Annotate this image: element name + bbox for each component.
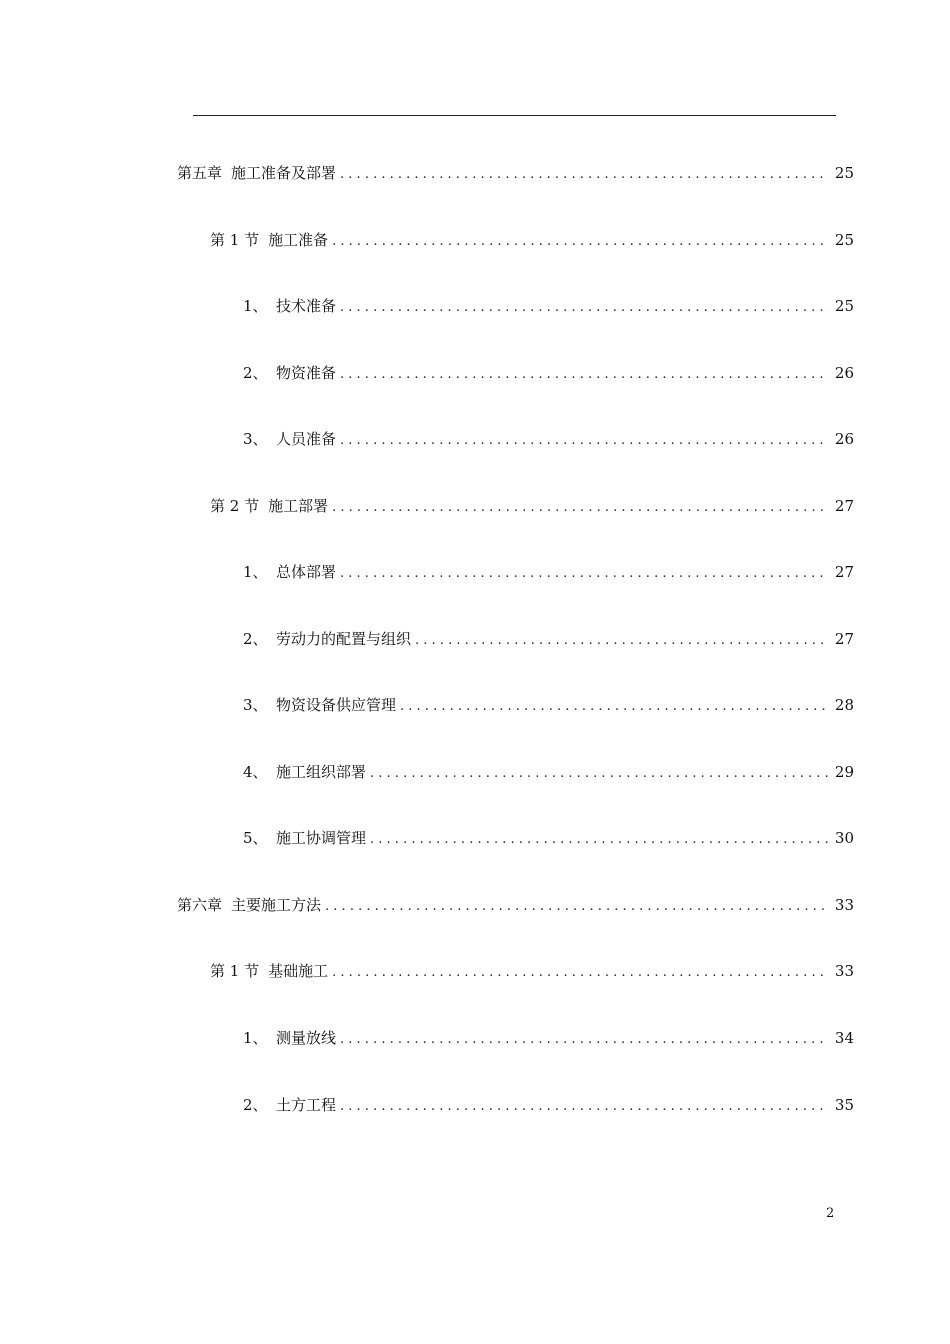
toc-entry-title: 技术准备	[276, 297, 337, 315]
toc-entry[interactable]	[243, 428, 854, 450]
toc-entry-page: 30	[834, 829, 854, 847]
toc-entry-page: 26	[834, 364, 854, 382]
toc-entry-number: 3、	[243, 430, 268, 448]
toc-entry-page: 25	[834, 231, 854, 249]
toc-entry[interactable]	[177, 894, 854, 916]
toc-entry-number: 第 1 节	[210, 231, 260, 249]
toc-entry[interactable]	[177, 162, 854, 184]
toc-entry-title: 施工准备及部署	[231, 164, 337, 182]
toc-entry-title: 主要施工方法	[231, 896, 322, 914]
toc-entry-number: 第 2 节	[210, 497, 260, 515]
toc-entry-page: 29	[834, 763, 854, 781]
toc-dot-leader	[332, 962, 829, 984]
toc-entry-number: 2、	[243, 364, 268, 382]
toc-entry-title: 施工协调管理	[276, 829, 367, 847]
toc-entry[interactable]	[243, 628, 854, 650]
toc-entry[interactable]	[243, 1027, 854, 1049]
toc-dot-leader	[370, 763, 829, 785]
toc-entry[interactable]	[210, 229, 854, 251]
toc-dot-leader	[340, 563, 829, 585]
toc-entry-title: 劳动力的配置与组织	[276, 630, 412, 648]
toc-entry[interactable]	[243, 827, 854, 849]
toc-entry-title: 人员准备	[276, 430, 337, 448]
toc-entry-title: 物资准备	[276, 364, 337, 382]
toc-entry-page: 28	[834, 696, 854, 714]
toc-dot-leader	[400, 696, 829, 718]
toc-entry-page: 25	[834, 297, 854, 315]
toc-entry-page: 27	[834, 497, 854, 515]
toc-entry-title: 基础施工	[268, 962, 329, 980]
toc-dot-leader	[340, 164, 829, 186]
toc-entry-number: 2、	[243, 1096, 268, 1114]
toc-entry[interactable]	[243, 362, 854, 384]
toc-dot-leader	[340, 364, 829, 386]
toc-entry-page: 26	[834, 430, 854, 448]
toc-dot-leader	[332, 231, 829, 253]
toc-dot-leader	[340, 1029, 829, 1051]
toc-entry-number: 3、	[243, 696, 268, 714]
toc-entry-page: 33	[834, 896, 854, 914]
toc-dot-leader	[415, 630, 829, 652]
toc-entry-title: 施工准备	[268, 231, 329, 249]
toc-entry-number: 第六章	[177, 896, 223, 914]
toc-entry-title: 施工组织部署	[276, 763, 367, 781]
toc-entry[interactable]	[243, 561, 854, 583]
toc-entry-number: 5、	[243, 829, 268, 847]
toc-entry-number: 4、	[243, 763, 268, 781]
toc-entry-page: 35	[834, 1096, 854, 1114]
toc-entry[interactable]	[210, 960, 854, 982]
toc-entry[interactable]	[243, 694, 854, 716]
toc-dot-leader	[370, 829, 829, 851]
toc-dot-leader	[340, 1096, 829, 1118]
toc-dot-leader	[340, 297, 829, 319]
toc-entry-title: 施工部署	[268, 497, 329, 515]
toc-dot-leader	[325, 896, 829, 918]
toc-entry[interactable]	[243, 761, 854, 783]
toc-entry-number: 1、	[243, 1029, 268, 1047]
toc-entry[interactable]	[243, 1094, 854, 1116]
toc-entry-title: 土方工程	[276, 1096, 337, 1114]
toc-entry-page: 27	[834, 630, 854, 648]
toc-dot-leader	[332, 497, 829, 519]
toc-entry-page: 34	[834, 1029, 854, 1047]
toc-entry-number: 1、	[243, 297, 268, 315]
toc-entry-number: 第 1 节	[210, 962, 260, 980]
toc-entry-title: 总体部署	[276, 563, 337, 581]
toc-entry[interactable]	[210, 495, 854, 517]
toc-entry-number: 2、	[243, 630, 268, 648]
page-number: 2	[826, 1206, 835, 1221]
toc-dot-leader	[340, 430, 829, 452]
toc-entry[interactable]	[243, 295, 854, 317]
toc-entry-page: 33	[834, 962, 854, 980]
toc-entry-title: 物资设备供应管理	[276, 696, 397, 714]
toc-entry-number: 1、	[243, 563, 268, 581]
toc-entry-title: 测量放线	[276, 1029, 337, 1047]
toc-entry-number: 第五章	[177, 164, 223, 182]
toc-entry-page: 27	[834, 563, 854, 581]
toc-entry-page: 25	[834, 164, 854, 182]
